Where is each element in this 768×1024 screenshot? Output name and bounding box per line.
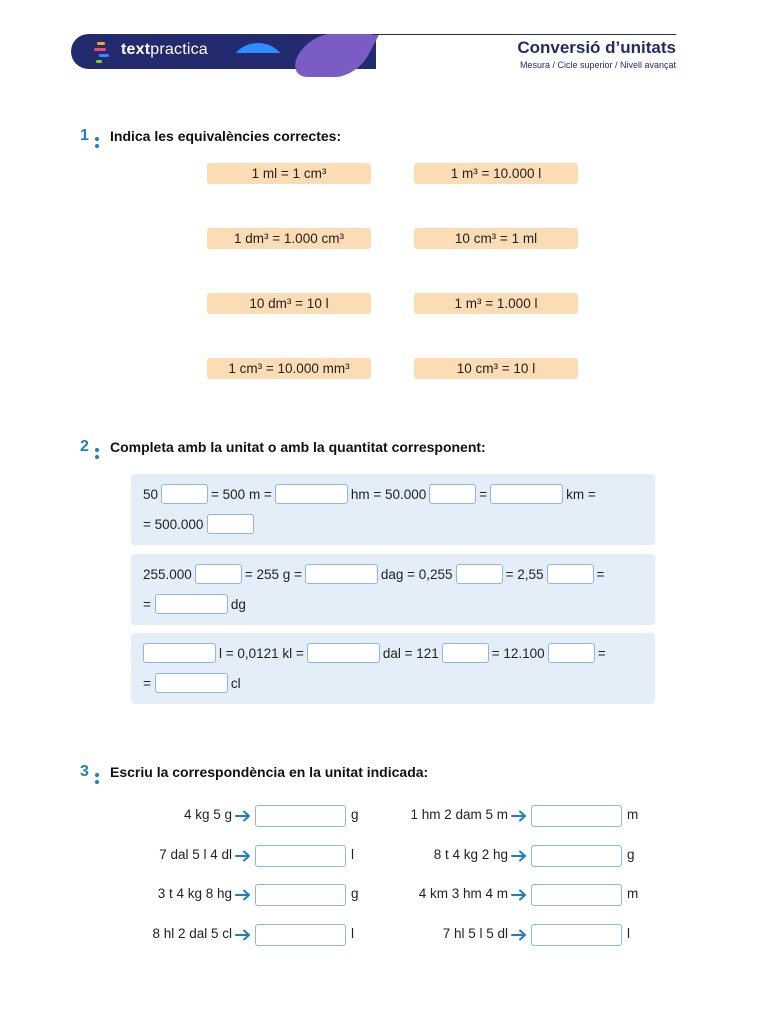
conversion-quantity-label: 4 km 3 hm 4 m	[418, 886, 508, 901]
section-2-number: 2	[80, 438, 89, 456]
brand-logo-text: textpractica	[121, 41, 208, 58]
arrow-right-icon	[235, 810, 251, 822]
answer-box[interactable]	[531, 924, 622, 946]
arrow-right-icon	[511, 850, 527, 862]
conversion-quantity-label: 7 dal 5 l 4 dl	[159, 847, 232, 862]
answer-box[interactable]	[255, 924, 346, 946]
answer-box[interactable]	[155, 594, 228, 614]
answer-box[interactable]	[255, 805, 346, 827]
answer-box[interactable]	[255, 884, 346, 906]
answer-box[interactable]	[490, 484, 563, 504]
section-2-title: Completa amb la unitat o amb la quantitat corresponent:	[110, 439, 486, 455]
panel-text: 50	[143, 486, 159, 502]
arrow-right-icon	[235, 850, 251, 862]
section-3-title: Escriu la correspondència en la unitat indicada:	[110, 764, 429, 780]
answer-box[interactable]	[547, 564, 594, 584]
arrow-right-icon	[235, 889, 251, 901]
answer-box[interactable]	[548, 643, 595, 663]
equivalence-option[interactable]: 1 ml = 1 cm³	[207, 163, 371, 184]
section-1-number: 1	[80, 127, 89, 145]
panel-text: =	[143, 675, 151, 691]
conversion-quantity-label: 7 hl 5 l 5 dl	[442, 926, 508, 941]
answer-box[interactable]	[442, 643, 489, 663]
answer-box[interactable]	[531, 884, 622, 906]
brand-blue-shape	[228, 43, 288, 103]
answer-box[interactable]	[155, 673, 228, 693]
answer-box[interactable]	[161, 484, 208, 504]
panel-text: =	[479, 486, 488, 502]
panel-text: dag = 0,255	[380, 566, 453, 582]
equivalence-option[interactable]: 10 cm³ = 1 ml	[414, 228, 578, 249]
header-divider	[372, 34, 676, 35]
target-unit-label: m	[627, 807, 639, 822]
equivalence-option[interactable]: 10 cm³ = 10 l	[414, 358, 578, 379]
target-unit-label: l	[351, 926, 354, 941]
panel-text: l = 0,0121 kl =	[219, 645, 304, 661]
panel-text: = 12.100	[491, 645, 545, 661]
target-unit-label: l	[627, 926, 630, 941]
section-3-number: 3	[80, 763, 89, 781]
section-dots-icon	[95, 442, 100, 458]
section-dots-icon	[95, 767, 100, 783]
answer-box[interactable]	[207, 514, 254, 534]
arrow-right-icon	[511, 889, 527, 901]
target-unit-label: m	[627, 886, 639, 901]
target-unit-label: g	[351, 807, 359, 822]
answer-box[interactable]	[531, 845, 622, 867]
equivalence-option[interactable]: 1 m³ = 1.000 l	[414, 293, 578, 314]
conversion-panel-mass	[131, 554, 655, 625]
answer-box[interactable]	[531, 805, 622, 827]
panel-text: cl	[230, 675, 241, 691]
panel-text: hm = 50.000	[350, 486, 427, 502]
panel-text: dal = 121	[382, 645, 439, 661]
answer-box[interactable]	[429, 484, 476, 504]
section-1-title: Indica les equivalències correctes:	[110, 128, 342, 144]
answer-box[interactable]	[255, 845, 346, 867]
panel-text: = 255 g =	[244, 566, 302, 582]
answer-box[interactable]	[456, 564, 503, 584]
conversion-panel-capacity	[131, 633, 655, 704]
panel-text: =	[143, 596, 151, 612]
answer-box[interactable]	[307, 643, 380, 663]
conversion-quantity-label: 8 t 4 kg 2 hg	[433, 847, 508, 862]
conversion-quantity-label: 4 kg 5 g	[183, 807, 232, 822]
panel-text: = 500.000	[143, 516, 204, 532]
panel-text: 255.000	[143, 566, 192, 582]
equivalence-option[interactable]: 1 m³ = 10.000 l	[414, 163, 578, 184]
panel-text: =	[597, 645, 606, 661]
panel-text: =	[596, 566, 605, 582]
answer-box[interactable]	[275, 484, 348, 504]
arrow-right-icon	[511, 810, 527, 822]
conversion-quantity-label: 1 hm 2 dam 5 m	[410, 807, 508, 822]
conversion-panel-length	[131, 474, 655, 545]
conversion-quantity-label: 3 t 4 kg 8 hg	[157, 886, 232, 901]
section-dots-icon	[95, 131, 100, 147]
panel-text: = 500 m =	[211, 486, 272, 502]
target-unit-label: g	[351, 886, 359, 901]
conversion-quantity-label: 8 hl 2 dal 5 cl	[152, 926, 232, 941]
panel-text: = 2,55	[505, 566, 544, 582]
target-unit-label: g	[627, 847, 635, 862]
textpractica-logo-icon	[94, 42, 116, 62]
equivalence-option[interactable]: 1 dm³ = 1.000 cm³	[207, 228, 371, 249]
panel-text: km =	[566, 486, 596, 502]
page-subtitle: Mesura / Cicle superior / Nivell avançat	[519, 60, 676, 70]
answer-box[interactable]	[195, 564, 242, 584]
panel-text: dg	[230, 596, 246, 612]
arrow-right-icon	[511, 929, 527, 941]
arrow-right-icon	[235, 929, 251, 941]
equivalence-option[interactable]: 1 cm³ = 10.000 mm³	[207, 358, 371, 379]
target-unit-label: l	[351, 847, 354, 862]
equivalence-option[interactable]: 10 dm³ = 10 l	[207, 293, 371, 314]
answer-box[interactable]	[143, 643, 216, 663]
page-title: Conversió d’unitats	[517, 38, 676, 57]
answer-box[interactable]	[305, 564, 378, 584]
